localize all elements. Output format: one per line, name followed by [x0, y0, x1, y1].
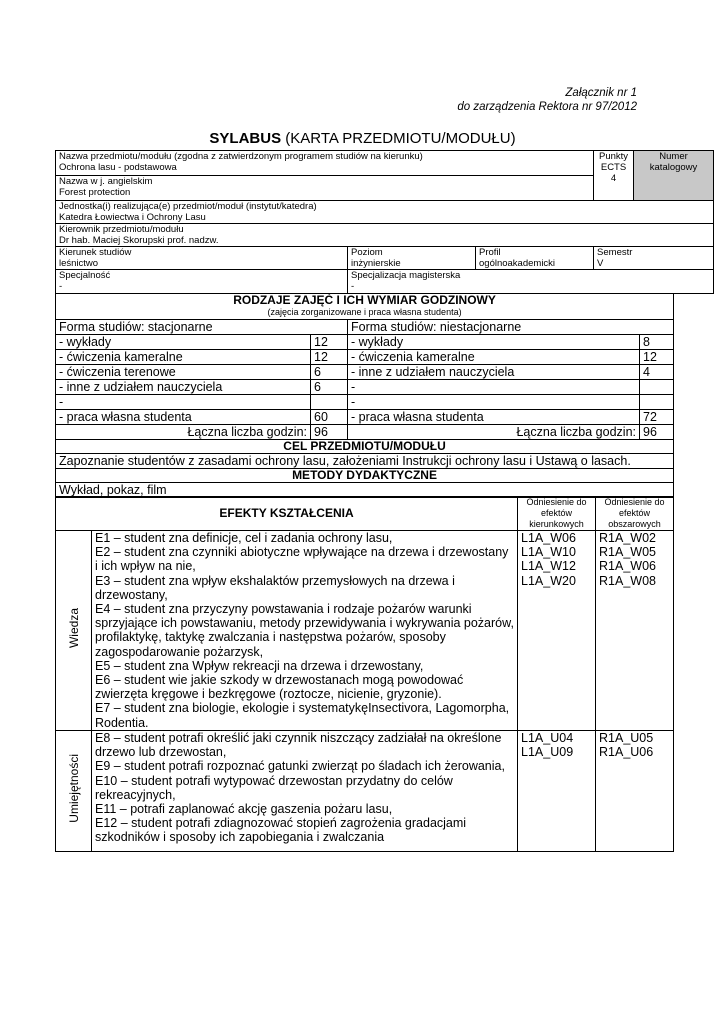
course-name-value: Ochrona lasu - podstawowa	[59, 162, 177, 173]
level-label: Poziom	[351, 247, 383, 258]
level-cell	[348, 247, 476, 270]
catalog-number-cell	[634, 151, 714, 201]
class-row-hours: 60	[311, 410, 348, 425]
class-row-hours: 8	[640, 335, 674, 350]
classes-table	[55, 293, 674, 498]
class-row-name: - praca własna studenta	[56, 410, 311, 425]
specialty-cell	[56, 270, 348, 294]
class-row-name: - inne z udziałem nauczyciela	[348, 365, 640, 380]
ref-code: L1A_W20	[521, 573, 576, 588]
effect-item: E5 – student zna Wpływ rekreacji na drzewa i drzewostany,	[95, 658, 424, 673]
field-value: leśnictwo	[59, 258, 99, 269]
class-row-hours: 6	[311, 365, 348, 380]
annex-line-1: Załącznik nr 1	[565, 87, 637, 99]
class-row-name: -	[56, 395, 311, 410]
title-rest: (KARTA PRZEDMIOTU/MODUŁU)	[281, 130, 516, 147]
class-row-name: - ćwiczenia kameralne	[56, 350, 311, 365]
title-bold: SYLABUS	[209, 130, 282, 147]
knowledge-label: Wiedza	[66, 607, 81, 648]
class-row-name: - wykłady	[348, 335, 640, 350]
class-row-name: - wykłady	[56, 335, 311, 350]
semester-value: V	[597, 258, 604, 269]
class-row-name: - inne z udziałem nauczyciela	[56, 380, 311, 395]
effect-item: E1 – student zna definicje, cel i zadania ochrony lasu,	[95, 531, 393, 545]
profile-value: ogólnoakademicki	[479, 258, 556, 269]
ref-code: R1A_U06	[599, 745, 654, 760]
field-label: Kierunek studiów	[59, 247, 132, 258]
knowledge-area-refs	[596, 531, 674, 731]
knowledge-items	[92, 531, 518, 731]
class-row-hours: 12	[311, 350, 348, 365]
class-row-name: - ćwiczenia kameralne	[348, 350, 640, 365]
class-row-hours: 12	[640, 350, 674, 365]
ref-code: R1A_W02	[599, 531, 656, 545]
ref-code: R1A_U05	[599, 731, 654, 745]
unit-label: Jednostka(i) realizująca(e) przedmiot/moduł (instytut/katedra)	[59, 201, 317, 212]
stationary-total-label: Łączna liczba godzin:	[56, 425, 311, 440]
class-row-hours: 4	[640, 365, 674, 380]
level-value: inżynierskie	[351, 258, 401, 269]
ref-code: L1A_W12	[521, 559, 576, 574]
ref-code: L1A_U04	[521, 731, 574, 745]
ref-code: R1A_W05	[599, 545, 656, 560]
goal-text: Zapoznanie studentów z zasadami ochrony lasu, założeniami Instrukcji ochrony lasu i Ustawą o lasach.	[56, 454, 674, 469]
classes-heading-cell	[56, 294, 674, 320]
goal-heading: CEL PRZEDMIOTU/MODUŁU	[56, 440, 674, 454]
classes-heading: RODZAJE ZAJĘĆ I ICH WYMIAR GODZINOWY	[233, 293, 496, 307]
skills-items	[92, 731, 518, 852]
ref-code: R1A_W08	[599, 573, 656, 588]
effect-item: E6 – student wie jakie szkody w drzewostanach mogą powodować zwierzęta kręgowe i bezkręgowe (roztocze, nicienie, gryzonie).	[95, 673, 464, 702]
annex-note	[457, 86, 637, 114]
skills-area-refs	[596, 731, 674, 852]
annex-line-2: do zarządzenia Rektora nr 97/2012	[457, 101, 637, 113]
master-value: -	[351, 281, 355, 292]
ref-code: L1A_W10	[521, 545, 576, 560]
course-head-label: Kierownik przedmiotu/modułu	[59, 224, 184, 235]
effect-item: E12 – student potrafi zdiagnozować stopień zagrożenia gradacjami szkodników i sposoby ich zapobiegania i zwalczania	[95, 816, 467, 845]
effect-item: E4 – student zna przyczyny powstawania i rodzaje pożarów warunki sprzyjające ich powstawaniu, metody przewidywania i wykrywania pożarów, profilaktykę, taktykę zwalczania i następstwa pożarów, sposoby zagospodarowanie pożarzysk,	[95, 602, 514, 659]
effect-item: E9 – student potrafi rozpoznać gatunki zwierząt po śladach ich żerowania,	[95, 759, 505, 774]
classes-subheading: (zajęcia zorganizowane i praca własna studenta)	[267, 307, 462, 317]
class-row-hours: 6	[311, 380, 348, 395]
nonstationary-total: 96	[640, 425, 674, 440]
profile-cell	[476, 247, 594, 270]
effects-heading: EFEKTY KSZTAŁCENIA	[56, 497, 518, 531]
course-name-cell	[56, 151, 594, 176]
ects-value: 4	[610, 173, 617, 184]
ref-code: L1A_W06	[521, 531, 576, 545]
skills-field-refs	[518, 731, 596, 852]
semester-cell	[594, 247, 714, 270]
nonstationary-total-label: Łączna liczba godzin:	[348, 425, 640, 440]
profile-label: Profil	[479, 247, 501, 258]
effects-table	[55, 496, 674, 852]
skills-label-cell	[56, 731, 92, 852]
class-row-name: -	[348, 380, 640, 395]
class-row-name: - ćwiczenia terenowe	[56, 365, 311, 380]
knowledge-field-refs	[518, 531, 596, 731]
effect-item: E2 – student zna czynniki abiotyczne wpływające na drzewa i drzewostany i ich wpływ na nie,	[95, 545, 509, 574]
ects-cell	[594, 151, 634, 201]
effect-item: E11 – potrafi zaplanować akcję gaszenia pożaru lasu,	[95, 802, 393, 817]
class-row-name: -	[348, 395, 640, 410]
english-name-label: Nazwa w j. angielskim	[59, 176, 153, 187]
english-name-cell	[56, 176, 594, 201]
course-head-cell	[56, 224, 714, 247]
effect-item: E8 – student potrafi określić jaki czynnik niszczący zadziałał na określone drzewo lub drzewostan,	[95, 731, 502, 760]
catalog-label-1: Numer	[659, 151, 688, 162]
course-header-table	[55, 150, 714, 294]
methods-heading: METODY DYDAKTYCZNE	[56, 469, 674, 483]
effect-item: E3 – student zna wpływ ekshalaktów przemysłowych na drzewa i drzewostany,	[95, 573, 455, 602]
specialty-value: -	[59, 281, 63, 292]
catalog-label-2: katalogowy	[649, 162, 698, 173]
course-head-value: Dr hab. Maciej Skorupski prof. nadzw.	[59, 235, 219, 246]
class-row-hours: 72	[640, 410, 674, 425]
ref-field-heading: Odniesienie do efektów kierunkowych	[518, 497, 596, 531]
class-row-hours	[640, 380, 674, 395]
unit-value: Katedra Łowiectwa i Ochrony Lasu	[59, 212, 206, 223]
ref-area-heading: Odniesienie do efektów obszarowych	[596, 497, 674, 531]
class-row-hours	[640, 395, 674, 410]
master-specialization-cell	[348, 270, 714, 294]
effect-item: E10 – student potrafi wytypować drzewostan przydatny do celów rekreacyjnych,	[95, 773, 453, 802]
knowledge-label-cell	[56, 531, 92, 731]
effect-item: E7 – student zna biologie, ekologie i systematykęInsectivora, Lagomorpha, Rodentia.	[95, 701, 510, 730]
unit-cell	[56, 201, 714, 224]
ects-label-2: ECTS	[600, 162, 627, 173]
semester-label: Semestr	[597, 247, 633, 258]
course-name-label: Nazwa przedmiotu/modułu (zgodna z zatwierdzonym programem studiów na kierunku)	[59, 151, 423, 162]
methods-text: Wykład, pokaz, film	[56, 483, 674, 498]
stationary-label: Forma studiów: stacjonarne	[56, 320, 348, 335]
class-row-hours: 12	[311, 335, 348, 350]
field-of-study-cell	[56, 247, 348, 270]
ref-code: R1A_W06	[599, 559, 656, 574]
skills-label: Umiejętności	[66, 754, 81, 823]
specialty-label: Specjalność	[59, 270, 111, 281]
master-label: Specjalizacja magisterska	[351, 270, 461, 281]
page-title	[0, 130, 725, 147]
english-name-value: Forest protection	[59, 187, 131, 198]
class-row-name: - praca własna studenta	[348, 410, 640, 425]
nonstationary-label: Forma studiów: niestacjonarne	[348, 320, 674, 335]
ref-code: L1A_U09	[521, 745, 574, 760]
ects-label-1: Punkty	[599, 151, 629, 162]
stationary-total: 96	[311, 425, 348, 440]
class-row-hours	[311, 395, 348, 410]
